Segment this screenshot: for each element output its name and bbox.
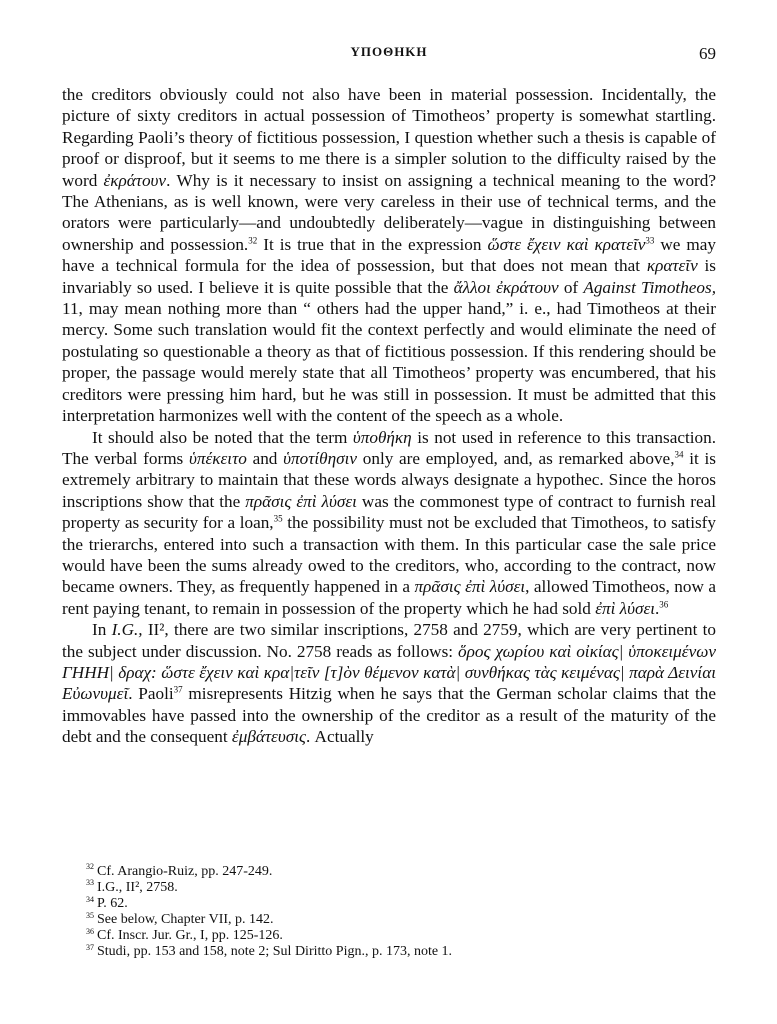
- footnote-text: Cf. Inscr. Jur. Gr., I, pp. 125-126.: [97, 928, 283, 944]
- text-run: and: [246, 448, 284, 468]
- text-run: II², there are two similar inscriptions, 2758 and 2759, which are very pertinent to the subject under discussion. No. 2758 reads as follows:: [62, 620, 716, 661]
- footnote-text: Cf. Arangio-Ruiz, pp. 247-249.: [97, 864, 273, 879]
- greek-term: πρᾶσις ἐπὶ λύσει: [414, 577, 526, 597]
- greek-term: ὥστε ἔχειν καὶ κρατεῖν: [487, 234, 646, 254]
- footnote: [86, 896, 716, 912]
- page-number: 69: [699, 44, 716, 63]
- footnote-ref: 33: [645, 235, 655, 246]
- text-run: is not used in reference to this transaction. The verbal forms: [62, 427, 716, 468]
- footnote: [86, 864, 716, 880]
- text-run: , allowed Timotheos, now a rent paying tenant, to remain in possession of the property which he had sold: [62, 577, 716, 618]
- text-run: was the commonest type of contract to furnish real property as security for a loan,: [62, 491, 717, 533]
- text-run: the creditors obviously could not also have been in material possession. Incidentally, the picture of sixty creditors in actual possession of Timotheos’ property is somewhat startling. Regarding Paoli’s theory of fictitious possession, I question whether such a thesis is capable of proof or disproof, but it seems to me there is a simpler solution to the difficulty raised by the word: [62, 85, 716, 190]
- text-run: 11, may mean nothing more than “ others had the upper hand,” i. e., had Timotheos at their mercy. Some such translation would fit the context perfectly and would eliminate the need of postulating so questionable a theory as that of fictitious possession. If this rendering should be proper, the passage would merely state that all Timotheos’ property was encumbered, that his creditors were pressing him hard, but he was still in possession. It must be admitted that this interpretation harmonizes well with the content of the speech as a whole.: [62, 299, 716, 426]
- footnote-ref: 37: [173, 684, 183, 695]
- greek-term: κρατεῖν: [646, 256, 698, 276]
- footnote: [86, 928, 716, 944]
- text-run: It is true that in the expression: [257, 234, 488, 254]
- text-run: the possibility must not be excluded that Timotheos, to satisfy the trierarchs, entered into such a transaction with them. In this particular case the sale price would have been the sums already owed to the creditors, who, according to the contract, now became owners. They, as frequently happened in a: [62, 513, 716, 597]
- text-run: it is extremely arbitrary to maintain that these words always designate a hypothec. Since the horos inscriptions show that the: [62, 448, 717, 511]
- footnote: [86, 944, 716, 960]
- text-run: . Why is it necessary to insist on assigning a technical meaning to the word? The Athenians, as is well known, were very careless in their use of technical terms, and the orators were particularly—and undoubtedly deliberately—vague in distinguishing between ownership and possession.: [62, 170, 716, 254]
- paragraph-2: [62, 427, 716, 620]
- footnote-ref: 34: [674, 449, 684, 460]
- text-run: is invariably so used. I believe it is quite possible that the: [62, 256, 716, 297]
- greek-term: πρᾶσις ἐπὶ λύσει: [245, 491, 357, 511]
- running-head: ΥΠΟΘΗΚΗ: [350, 44, 428, 59]
- footnote-text: P. 62.: [97, 896, 128, 912]
- footnote-text: See below, Chapter VII, p. 142.: [97, 912, 274, 928]
- greek-term: ἐκράτουν: [103, 170, 167, 190]
- text-run: It should also be noted that the term: [92, 427, 353, 447]
- footnote-number: 33: [86, 878, 94, 888]
- footnote-number: 35: [86, 910, 94, 920]
- text-run: . Paoli: [128, 684, 174, 704]
- text-run: misrepresents Hitzig when he says that the German scholar claims that the immovables have passed into the ownership of the creditor as a result of the maturity of the debt and the consequent: [62, 684, 716, 747]
- footnote-text: Studi, pp. 153 and 158, note 2; Sul Diritto Pign., p. 173, note 1.: [97, 944, 453, 960]
- work-title: I.G.,: [111, 620, 143, 640]
- page-header: [62, 44, 716, 66]
- footnote-number: 37: [86, 942, 94, 952]
- greek-term: ἐμβάτευσις: [231, 727, 306, 747]
- greek-term: ἐπὶ λύσει: [595, 598, 655, 618]
- footnote-ref: 36: [659, 599, 669, 610]
- paragraph-3: [62, 619, 716, 747]
- footnote-number: 34: [86, 894, 94, 904]
- text-run: In: [92, 620, 112, 640]
- footnotes: [86, 864, 716, 961]
- text-run: of: [558, 277, 584, 297]
- footnote-number: 32: [86, 862, 94, 872]
- main-text: [62, 84, 716, 748]
- footnote-ref: 35: [273, 513, 283, 524]
- footnote-number: 36: [86, 926, 94, 936]
- text-run: . Actually: [305, 727, 374, 747]
- greek-term: ὑποτίθησιν: [283, 448, 358, 468]
- footnote: [86, 880, 716, 896]
- text-run: we may have a technical formula for the idea of possession, but that does not mean that: [62, 234, 716, 276]
- work-title: Against Timotheos,: [583, 277, 716, 297]
- text-run: .: [655, 598, 660, 618]
- footnote-ref: 32: [248, 235, 258, 246]
- greek-term: ὑποθήκη: [352, 427, 412, 447]
- greek-inscription: ὅρος χωρίου καὶ οἰκίας| ὑποκειμένων ΓΗΗΗ| δραχ: ὥστε ἔχειν καὶ κρα|τεῖν [τ]ὸν θέμενον κατὰ| συνθήκας τὰς κειμένας| παρὰ Δεινίαι Εὐωνυμεῖ: [62, 641, 716, 704]
- greek-term: ἄλλοι ἐκράτουν: [453, 277, 559, 297]
- text-run: only are employed, and, as remarked above,: [357, 448, 675, 468]
- footnote: [86, 912, 716, 928]
- paragraph-1: [62, 84, 716, 427]
- greek-term: ὑπέκειτο: [189, 448, 247, 468]
- footnote-text: I.G., II², 2758.: [97, 880, 178, 896]
